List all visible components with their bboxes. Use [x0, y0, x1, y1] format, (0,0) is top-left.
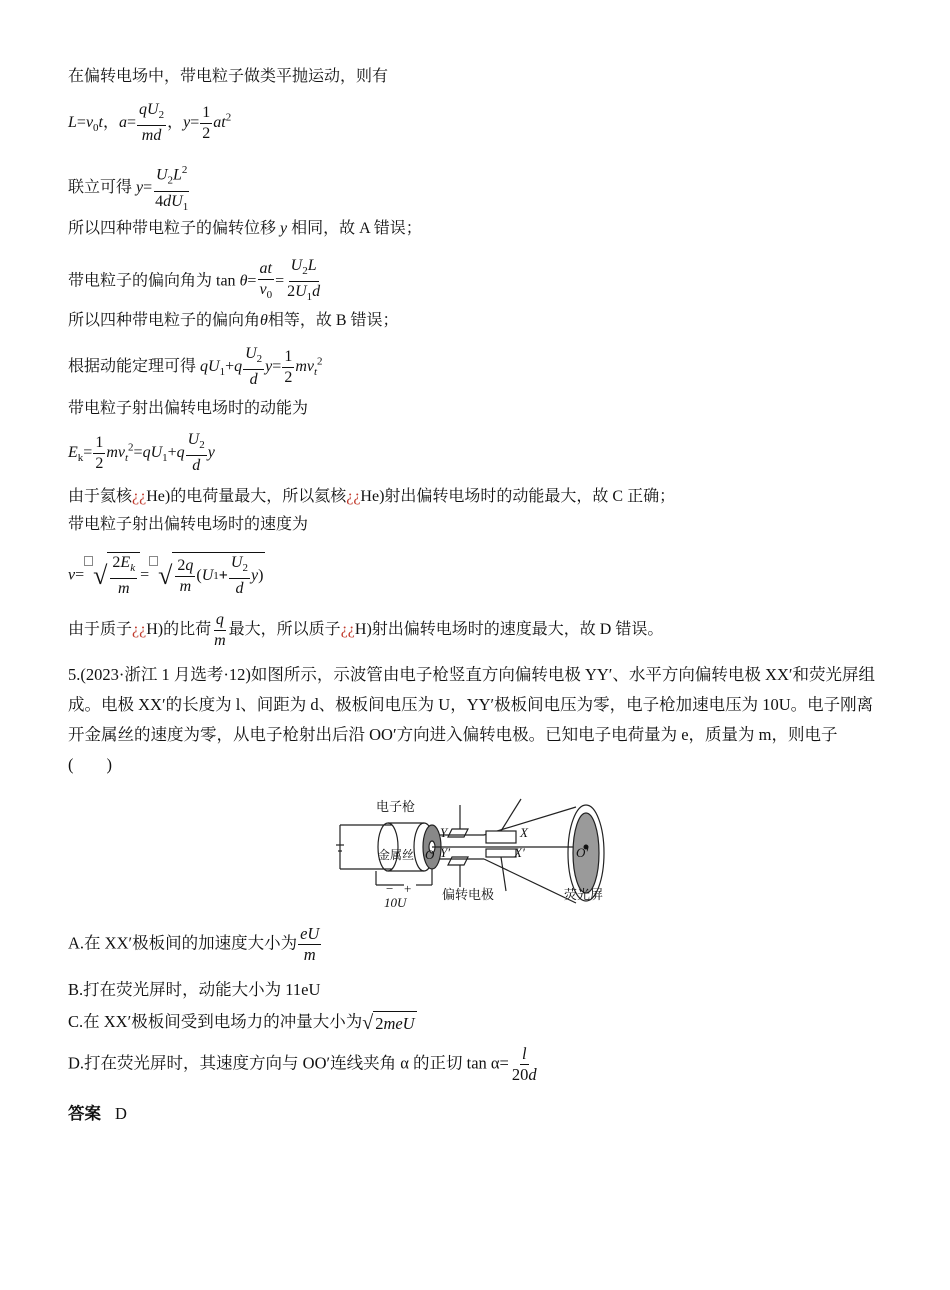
option-b — [68, 978, 320, 1002]
text: 由于氦核 — [68, 488, 133, 505]
text: H)的比荷 — [146, 621, 212, 639]
equation-motion: $L=v_0t$，a= $\frac{qU_2}{md}$ ，y= $\frac{1}{2}$ $at^2$ — [68, 101, 232, 145]
placeholder-box — [149, 556, 158, 566]
equation-angle: 带电粒子的偏向角为 tan θ= $\frac{at}{v_0}$ = $\frac{U_2L}{2U_1d}$ — [68, 256, 323, 307]
fraction: $\frac{eU}{m}$ — [300, 924, 320, 964]
sqrt: √ $\frac{2q}{m}$ ( U 1 + $\frac{U_2}{d}$ y ) — [158, 554, 264, 598]
oscilloscope-tube-figure — [336, 795, 616, 913]
text: C.在 XX′极板间受到电场力的冲量大小为 — [68, 1012, 363, 1031]
text: 最大，所以质子 — [228, 621, 341, 639]
fraction: $\frac{U_2}{d}$ — [187, 431, 205, 475]
label-voltage: 10U — [384, 895, 407, 910]
fraction: $\frac{U_2}{d}$ — [245, 345, 263, 389]
text: 所以四种带电粒子的偏向角 — [68, 312, 261, 329]
equation-combined: 联立可得 y= $\frac{U_2L^2}{4dU_1}$ — [68, 160, 191, 217]
fraction: $\frac{1}{2}$ — [284, 347, 293, 386]
text: 根据动能定理可得 — [68, 357, 197, 375]
unknown-glyph: ¿¿ — [346, 488, 361, 505]
equation-kinetic-energy: $E_k=$ $\frac{1}{2}$ $mv_t^2=qU_1+q$ $\frac{U_2}{d}$ y — [68, 431, 215, 475]
option-a — [68, 924, 322, 965]
label-plus: + — [404, 881, 412, 896]
option-d — [68, 1044, 540, 1085]
var: θ — [260, 312, 268, 329]
text: H)射出偏转电场时的速度最大，故 D 错误。 — [354, 621, 664, 639]
label-X: X — [520, 825, 528, 840]
text: 带电粒子射出偏转电场时的动能为 — [68, 400, 309, 417]
fraction: $\frac{at}{v_0}$ — [259, 259, 273, 301]
label-electron-gun: 电子枪 — [376, 800, 416, 815]
text: 带电粒子射出偏转电场时的速度为 — [68, 516, 309, 533]
label-X-prime: X′ — [514, 845, 525, 860]
text: B.打在荧光屏时，动能大小为 11eU — [68, 980, 321, 999]
solution-line-11 — [68, 514, 308, 536]
text: 所以四种带电粒子的偏转位移 — [68, 220, 277, 237]
text: 相同，故 A 错误； — [291, 220, 422, 237]
sqrt: √ 2 meU — [362, 1012, 415, 1035]
solution-line-1 — [68, 66, 388, 88]
solution-line-8 — [68, 398, 308, 420]
label-deflection-plates: 偏转电极 — [442, 888, 495, 903]
text: A.在 XX′极板间的加速度大小为 — [68, 933, 298, 953]
answer-value: D — [115, 1104, 127, 1123]
question-stem: 5.(2023·浙江 1 月选考·12)如图所示，示波管由电子枪竖直方向偏转电极 YY′、水平方向偏转电极 XX′和荧光屏组成。电极 XX′的长度为 l、间距为 d、极板间电压为 U，YY′极板间电压为零，电子枪加速电压为 10U。电子刚离开金属丝的速度为零，从电子枪射出后沿 OO′方向进入偏转电极。已知电子电荷量为 e，质量为 m，则电子( ) — [68, 665, 875, 774]
text: 联立可得 — [68, 179, 133, 197]
label-O: O — [425, 847, 435, 862]
label-O-prime: O′ — [576, 845, 589, 860]
fraction: $\frac{U_2L^2}{4dU_1}$ — [153, 160, 190, 217]
label-screen: 荧光屏 — [564, 888, 604, 903]
label-wire: 金属丝 — [378, 848, 415, 862]
text: 由于质子 — [68, 621, 133, 639]
text: 在偏转电场中，带电粒子做类平抛运动，则有 — [68, 68, 389, 85]
text: D.打在荧光屏时，其速度方向与 OO′连线夹角 α 的正切 tan α= — [68, 1053, 509, 1073]
fraction: $\frac{U_2L}{2U_1d}$ — [287, 257, 321, 304]
option-c — [68, 1010, 417, 1036]
equation-energy-theorem: 根据动能定理可得 $qU_1+q$ $\frac{U_2}{d}$ y= $\frac{1}{2}$ $mv_t^2$ — [68, 345, 323, 389]
fraction: $\frac{1}{2}$ — [202, 103, 211, 142]
text: He)射出偏转电场时的动能最大，故 C 正确； — [360, 488, 676, 505]
answer — [68, 1100, 127, 1124]
text: 相等，故 B 错误； — [267, 312, 399, 329]
text: 带电粒子的偏向角为 tan — [68, 272, 236, 290]
unknown-glyph: ¿¿ — [340, 621, 355, 639]
fraction: $\frac{qU_2}{md}$ — [139, 101, 165, 145]
text: He)的电荷量最大，所以氦核 — [146, 488, 347, 505]
fraction: $\frac{1}{2}$ — [95, 433, 104, 472]
equation-velocity: v= √ $\frac{2E_k}{m}$ = √ $\frac{2q}{m}$ ( U 1 + $\frac{U_2}{d}$ y ) — [68, 554, 264, 598]
var: y — [280, 220, 288, 237]
solution-line-10 — [68, 486, 675, 508]
label-Y-prime: Y′ — [440, 845, 451, 860]
label-Y: Y — [440, 825, 448, 840]
unknown-glyph: ¿¿ — [132, 488, 147, 505]
solution-line-13 — [68, 610, 663, 651]
answer-label: 答案 — [68, 1104, 101, 1123]
placeholder-box — [84, 556, 93, 566]
unknown-glyph: ¿¿ — [132, 621, 147, 639]
solution-line-6 — [68, 310, 399, 332]
sqrt: √ $\frac{2E_k}{m}$ — [93, 552, 140, 599]
fraction: $\frac{l}{20d}$ — [511, 1044, 537, 1084]
solution-line-4 — [68, 218, 422, 240]
fraction: $\frac{q}{m}$ — [214, 611, 226, 649]
label-minus: − — [386, 881, 394, 896]
